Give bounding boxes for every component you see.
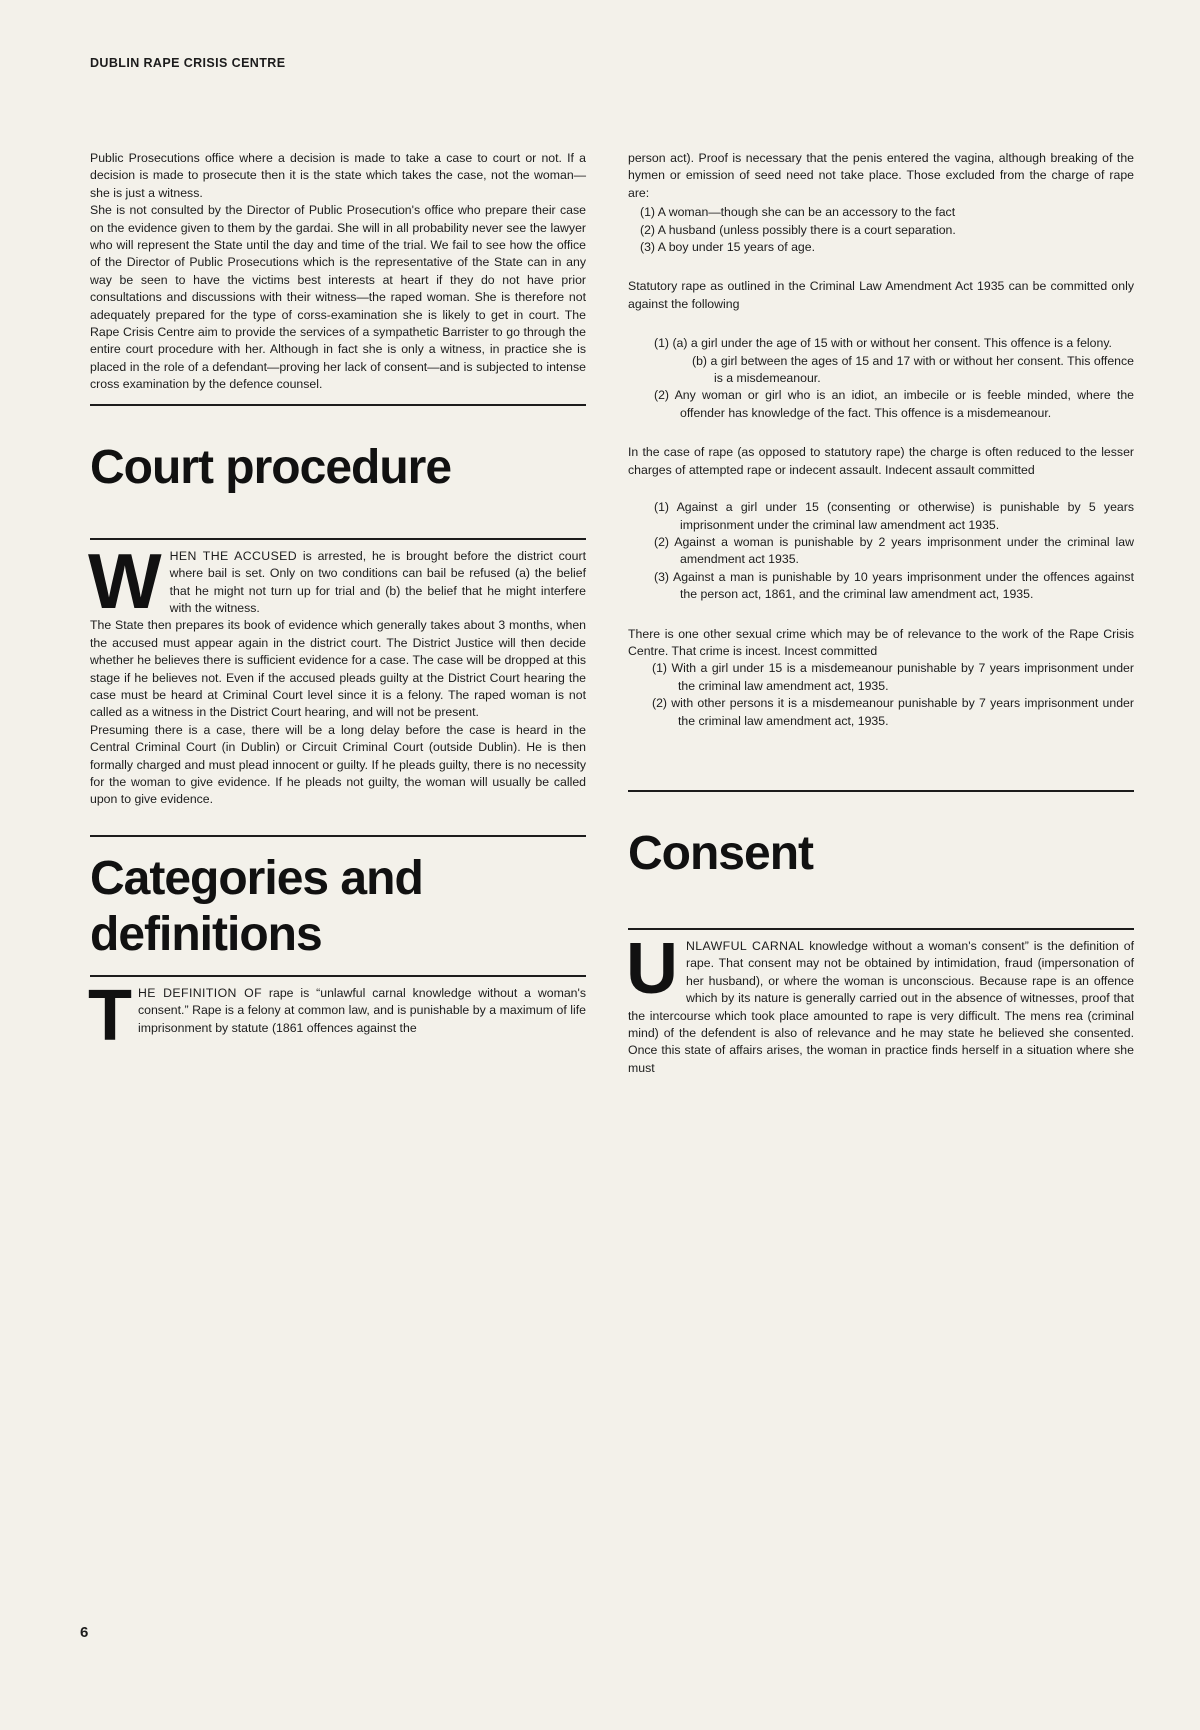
consent-heading: Consent — [628, 826, 813, 880]
exclusions-paragraph: person act). Proof is necessary that the penis entered the vagina, although breaking of the hymen or emission of seed need not take place. Those excluded from the charge of rape are: — [628, 151, 1134, 200]
court-paragraph-2: The State then prepares its book of evidence which generally takes about 3 months, when the accused must appear again in the district court. The District Justice will then decide whether he believes there is sufficient evidence for a case. The case will be dropped at this stage if he believes not. Even if the accused pleads guilty at the District Court hearing the case must be heard at Criminal Court level since it is a felony. The raped woman is not called as a witness in the District Court hearing, and will not be present. — [90, 618, 586, 720]
heading-line: Categories and — [90, 851, 423, 905]
paragraph-text: knowledge without a woman's consent” is the definition of rape. That consent may not be obtained by intimidation, fraud (impersonation of her husband), or where the woman is unconscious. Because rape is an offence which by its nature is generally carried out in the absence of witnesses, proof that the intercourse which took place amounted to rape is very difficult. The mens rea (criminal mind) of the defendent is also of relevance and he may state he believed she consented. Once this state of affairs arises, the woman in practice finds herself in a situation where she must — [628, 938, 1134, 1075]
heading-rule — [90, 975, 586, 977]
statutory-list — [628, 335, 1134, 422]
incest-list — [628, 660, 1134, 730]
right-column — [628, 150, 1134, 1077]
section-divider — [90, 404, 586, 406]
page-number: 6 — [80, 1624, 89, 1641]
list-item: (2) A husband (unless possibly there is a court separation. — [640, 222, 956, 237]
drop-cap: U — [626, 928, 678, 1009]
drop-cap: T — [88, 975, 132, 1056]
section-divider — [628, 790, 1134, 792]
exclusions-list — [628, 204, 1134, 256]
categories-paragraph-1 — [88, 975, 586, 1056]
list-item: (3) A boy under 15 years of age. — [640, 240, 816, 255]
court-procedure-heading: Court procedure — [90, 440, 452, 494]
paragraph-text: is arrested, he is brought before the district court where bail is set. Only on two conditions can bail be refused (a) the belief that he might not turn up for trial and (b) the belief that he might interfere with the witness. — [169, 548, 586, 615]
list-item: (2) with other persons it is a misdemeanour punishable by 7 years imprisonment under the criminal law amendment act, 1935. — [652, 696, 1134, 728]
paragraph-text: rape is “unlawful carnal knowledge without a woman's consent.” Rape is a felony at common law, and is punishable by a maximum of life imprisonment by statute (1861 offences against the — [137, 985, 586, 1035]
list-item: (1) (a) a girl under the age of 15 with or without her consent. This offence is a felony. — [654, 336, 1112, 351]
intro-paragraph-1: Public Prosecutions office where a decision is made to take a case to court or not. If a decision is made to prosecute then it is the state which takes the case, not the woman—she is just a witness. — [90, 151, 586, 200]
reduced-charges-paragraph: In the case of rape (as opposed to statutory rape) the charge is often reduced to the lesser charges of attempted rape or indecent assault. Indecent assault committed — [628, 445, 1134, 477]
list-item: (1) A woman—though she can be an accessory to the fact — [640, 205, 956, 220]
list-item: (2) Any woman or girl who is an idiot, an imbecile or is feeble minded, where the offender has knowledge of the fact. This offence is a misdemeanour. — [654, 388, 1134, 420]
list-item: (1) With a girl under 15 is a misdemeanour punishable by 7 years imprisonment under the criminal law amendment act, 1935. — [652, 661, 1134, 693]
court-paragraph-3: Presuming there is a case, there will be a long delay before the case is heard in the Central Criminal Court (in Dublin) or Circuit Criminal Court (outside Dublin). He is then formally charged and must plead innocent or guilty. If he pleads guilty, there is no necessity for the woman to give evidence. If he pleads not guilty, the woman will usually be called upon to give evidence. — [90, 722, 586, 807]
consent-paragraph-1 — [626, 928, 1134, 1077]
section-divider — [90, 835, 586, 837]
left-column — [88, 150, 586, 1056]
heading-rule — [90, 538, 586, 540]
categories-heading — [90, 851, 586, 963]
running-header: DUBLIN RAPE CRISIS CENTRE — [90, 56, 286, 70]
list-item: (1) Against a girl under 15 (consenting or otherwise) is punishable by 5 years imprisonment under the criminal law amendment act 1935. — [654, 500, 1134, 532]
indecent-assault-list — [628, 499, 1134, 603]
drop-cap: W — [88, 536, 162, 625]
lead-in: HEN THE ACCUSED — [169, 548, 298, 563]
heading-line: definitions — [90, 907, 322, 961]
intro-paragraph-2: She is not consulted by the Director of Public Prosecution's office who prepare their case on the evidence given to them by the gardai. She will in all probability never see the lawyer who will represent the State until the day and time of the trial. We fail to see how the office of the Director of Public Prosecutions which is the representative of the State can in any way be seen to have the victims best interests at heart if they do not have prior consultations and discussions with their witness—the raped woman. She is therefore not adequately prepared for the type of corss-examination she is likely to get in court. The Rape Crisis Centre aim to provide the services of a sympathetic Barrister to go through the entire court procedure with her. Although in fact she is only a witness, in practice she is placed in the role of a defendant—proving her lack of consent—and is subjected to intense cross examination by the defence counsel. — [90, 203, 586, 392]
list-item: (b) a girl between the ages of 15 and 17 with or without her consent. This offence is a misdemeanour. — [692, 353, 1134, 386]
heading-rule — [628, 928, 1134, 930]
court-paragraph-1 — [88, 536, 586, 625]
lead-in: NLAWFUL CARNAL — [686, 938, 805, 953]
statutory-intro: Statutory rape as outlined in the Criminal Law Amendment Act 1935 can be committed only against the following — [628, 279, 1134, 311]
incest-paragraph: There is one other sexual crime which may be of relevance to the work of the Rape Crisis Centre. That crime is incest. Incest committed — [628, 626, 1134, 658]
list-item: (3) Against a man is punishable by 10 years imprisonment under the offences against the person act, 1861, and the criminal law amendment act, 1935. — [654, 569, 1134, 602]
list-item: (2) Against a woman is punishable by 2 years imprisonment under the criminal law amendment act 1935. — [654, 534, 1134, 567]
lead-in: HE DEFINITION OF — [137, 985, 262, 1000]
